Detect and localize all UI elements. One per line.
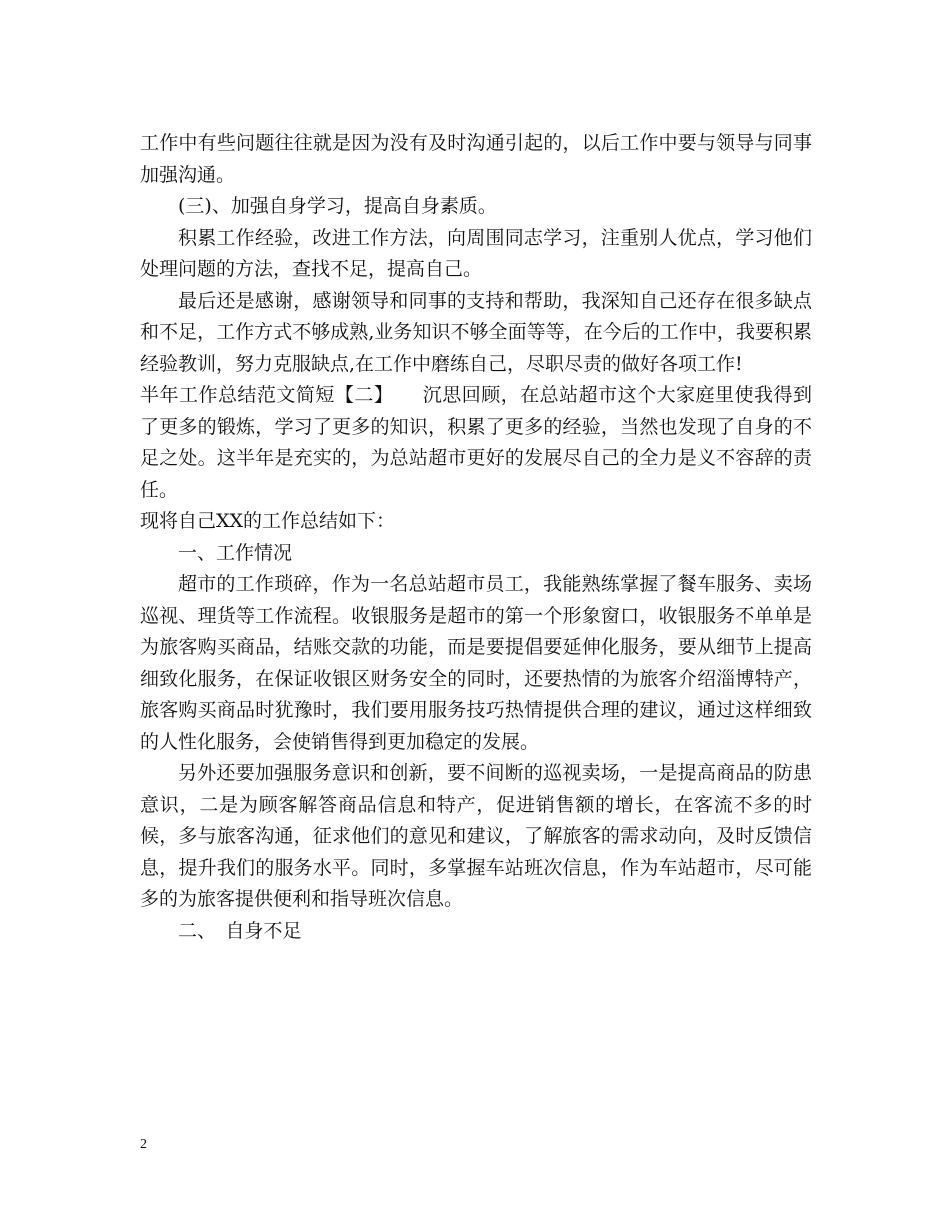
paragraph: 另外还要加强服务意识和创新，要不间断的巡视卖场，一是提高商品的防患意识，二是为顾客解答商品信息和特产，促进销售额的增长，在客流不多的时候，多与旅客沟通，征求他们的意见和建议，了解旅客的需求动向，及时反馈信息，提升我们的服务水平。同时，多掌握车站班次信息，作为车站超市，尽可能多的为旅客提供便利和指导班次信息。 <box>140 762 812 910</box>
document-body <box>140 128 812 947</box>
paragraph: 半年工作总结范文简短【二】 沉思回顾，在总站超市这个大家庭里使我得到了更多的锻炼，学习了更多的知识，积累了更多的经验，当然也发现了自身的不足之处。这半年是充实的，为总站超市更好的发展尽自己的全力是义不容辞的责任。 <box>140 384 812 501</box>
paragraph: 超市的工作琐碎，作为一名总站超市员工，我能熟练掌握了餐车服务、卖场巡视、理货等工作流程。收银服务是超市的第一个形象窗口，收银服务不单单是为旅客购买商品，结账交款的功能，而是要提倡要延伸化服务，要从细节上提高细致化服务，在保证收银区财务安全的同时，还要热情的为旅客介绍淄博特产，旅客购买商品时犹豫时，我们要用服务技巧热情提供合理的建议，通过这样细致的人性化服务，会使销售得到更加稳定的发展。 <box>140 573 812 753</box>
paragraph: 现将自己XX的工作总结如下： <box>140 510 396 532</box>
page-number: 2 <box>140 1137 147 1152</box>
section-heading: 二、 自身不足 <box>178 919 302 942</box>
paragraph: 工作中有些问题往往就是因为没有及时沟通引起的，以后工作中要与领导与同事加强沟通。 <box>140 132 812 186</box>
paragraph: 积累工作经验，改进工作方法，向周围同志学习，注重别人优点，学习他们处理问题的方法，查找不足，提高自己。 <box>140 226 812 280</box>
section-heading: 一、工作情况 <box>178 541 293 564</box>
paragraph: 最后还是感谢，感谢领导和同事的支持和帮助，我深知自己还存在很多缺点和不足，工作方式不够成熟,业务知识不够全面等等，在今后的工作中，我要积累经验教训，努力克服缺点,在工作中磨练自己，尽职尽责的做好各项工作! <box>140 289 812 375</box>
section-heading: (三)、加强自身学习，提高自身素质。 <box>178 195 497 217</box>
